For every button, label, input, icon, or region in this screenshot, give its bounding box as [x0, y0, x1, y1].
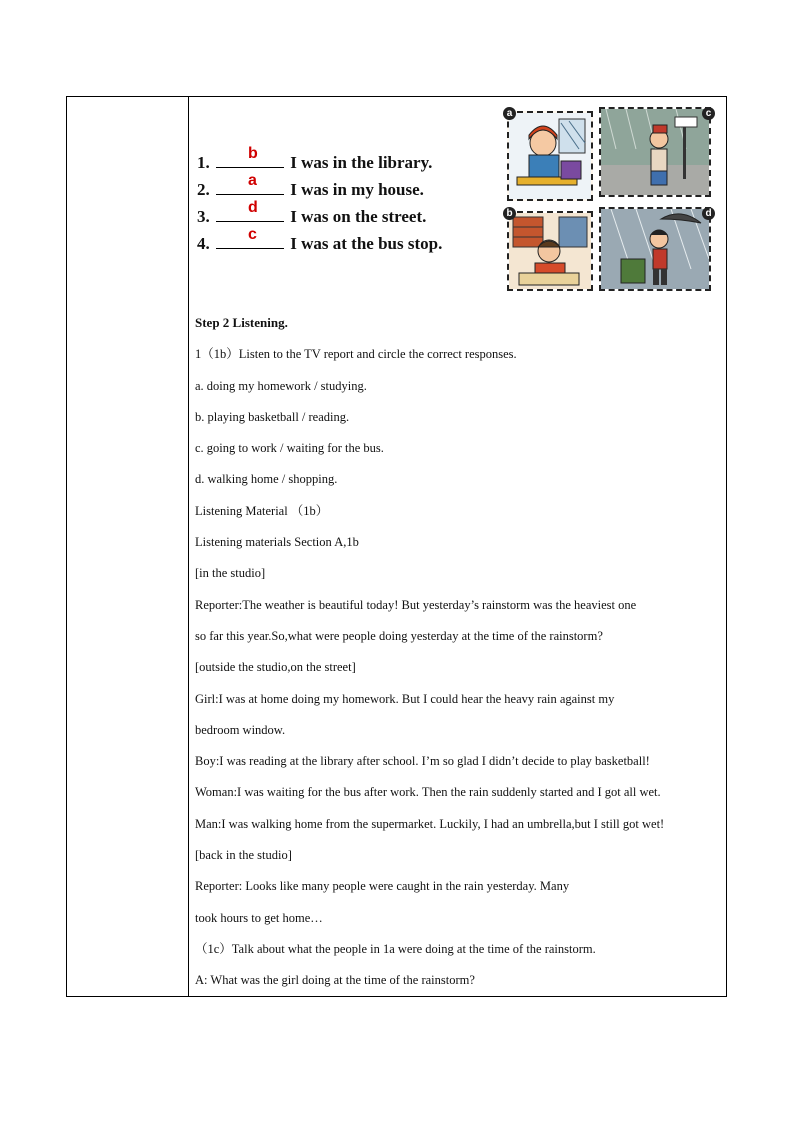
matching-item [197, 145, 442, 176]
matching-exercise [197, 145, 443, 257]
matching-item [197, 226, 443, 257]
matching-item [197, 199, 442, 230]
item-number: 1. [197, 153, 210, 172]
answer-blank[interactable] [216, 145, 284, 168]
picture-b-boy-library [507, 211, 593, 291]
text-line: so far this year.So,what were people doing yesterday at the time of the rainstorm? [195, 628, 603, 643]
lesson-table [66, 96, 727, 997]
step-heading: Step 2 Listening. [195, 315, 288, 330]
picture-d-man-umbrella [599, 207, 711, 291]
picture-label-badge: c [702, 107, 715, 120]
text-line: took hours to get home… [195, 910, 323, 925]
text-line: Woman:I was waiting for the bus after work. Then the rain suddenly started and I got all wet. [195, 785, 661, 800]
item-number: 2. [197, 180, 210, 199]
lesson-body-text [195, 313, 722, 1002]
text-line: Listening materials Section A,1b [195, 535, 359, 550]
picture-label-badge: d [702, 207, 715, 220]
answer-letter: a [248, 172, 257, 189]
text-line: Listening Material （1b） [195, 503, 329, 518]
text-line: （1c）Talk about what the people in 1a were doing at the time of the rainstorm. [195, 941, 596, 956]
text-line: Boy:I was reading at the library after school. I’m so glad I didn’t decide to play basketball! [195, 754, 650, 769]
picture-a-girl-homework [507, 111, 593, 201]
text-line: Man:I was walking home from the supermarket. Luckily, I had an umbrella,but I still got wet! [195, 816, 665, 831]
left-column-cell [67, 97, 189, 996]
text-line: [back in the studio] [195, 848, 292, 863]
answer-letter: c [248, 226, 257, 243]
text-line: [in the studio] [195, 566, 266, 581]
item-number: 3. [197, 207, 210, 226]
text-line: Reporter:The weather is beautiful today! But yesterday’s rainstorm was the heaviest one [195, 597, 637, 612]
picture-label-badge: a [503, 107, 516, 120]
content-cell [189, 97, 726, 996]
text-line: [outside the studio,on the street] [195, 660, 356, 675]
item-text: I was on the street. [290, 207, 427, 226]
text-line: a. doing my homework / studying. [195, 378, 367, 393]
picture-c-woman-bus-stop [599, 107, 711, 197]
item-text: I was at the bus stop. [290, 234, 443, 253]
text-line: b. playing basketball / reading. [195, 409, 350, 424]
answer-blank[interactable] [216, 226, 284, 249]
text-line: d. walking home / shopping. [195, 472, 338, 487]
text-line: c. going to work / waiting for the bus. [195, 441, 384, 456]
item-text: I was in my house. [290, 180, 424, 199]
matching-item [197, 172, 442, 203]
answer-letter: d [248, 199, 258, 216]
answer-blank[interactable] [216, 172, 284, 195]
item-number: 4. [197, 234, 210, 253]
answer-letter: b [248, 145, 258, 162]
text-line: 1（1b）Listen to the TV report and circle the correct responses. [195, 347, 517, 362]
text-line: A: What was the girl doing at the time of the rainstorm? [195, 973, 475, 988]
text-line: Girl:I was at home doing my homework. But I could hear the heavy rain against my [195, 691, 615, 706]
text-line: bedroom window. [195, 722, 286, 737]
picture-label-badge: b [503, 207, 516, 220]
item-text: I was in the library. [290, 153, 433, 172]
text-line: Reporter: Looks like many people were caught in the rain yesterday. Many [195, 879, 570, 894]
answer-blank[interactable] [216, 199, 284, 222]
picture-grid [503, 107, 713, 297]
